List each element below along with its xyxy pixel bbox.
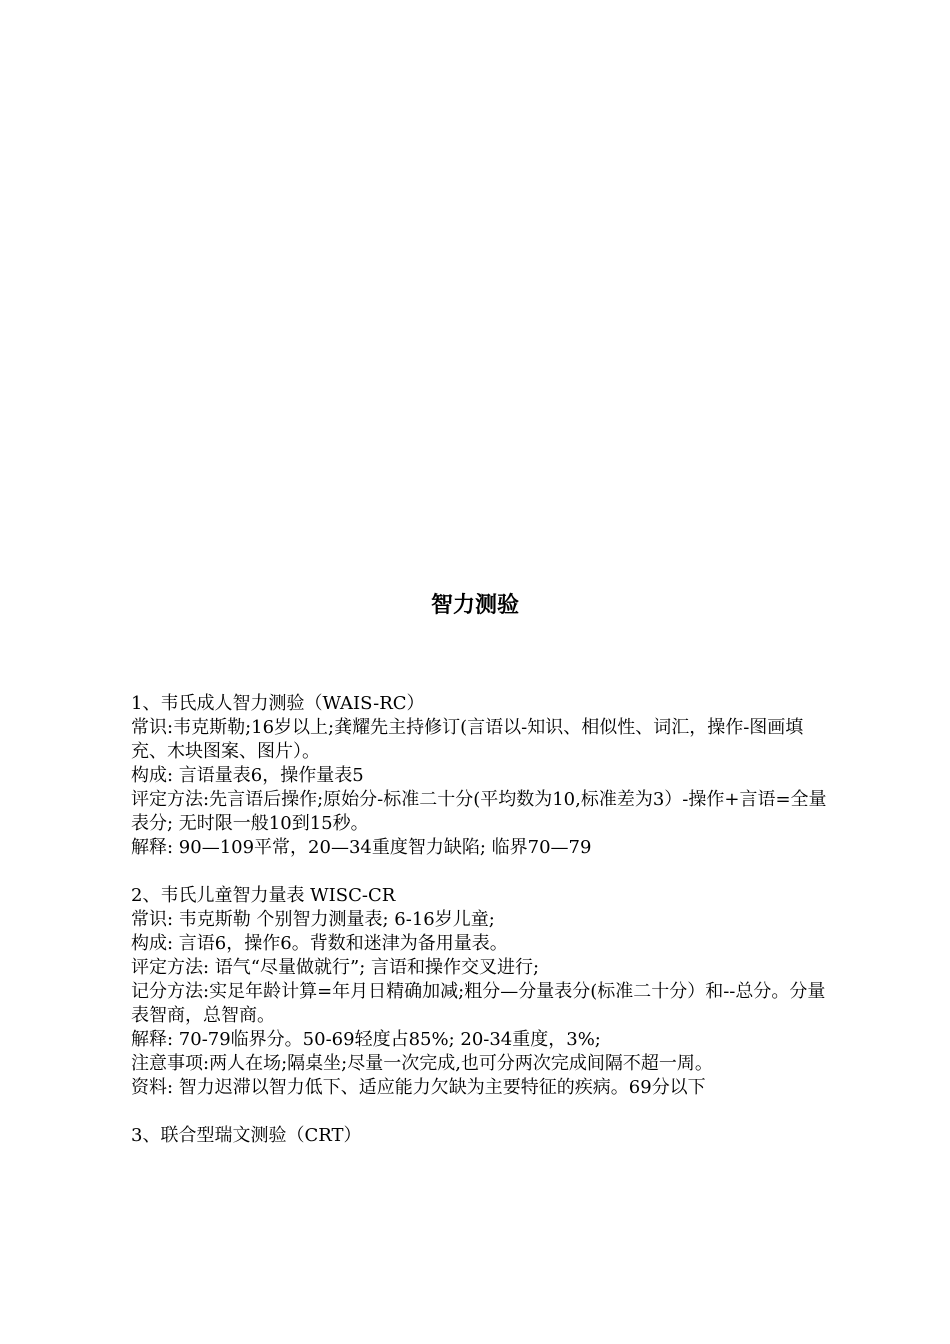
paragraph-line: 常识:韦克斯勒;16岁以上;龚耀先主持修订(言语以-知识、相似性、词汇，操作-图画填充、木块图案、图片）。 <box>131 717 804 762</box>
paragraph-line: 解释: 70-79临界分。50-69轻度占85%; 20-34重度，3%; <box>131 1029 601 1050</box>
paragraph-line: 构成: 言语量表6，操作量表5 <box>131 765 364 786</box>
section-heading: 3、联合型瑞文测验（CRT） <box>131 1125 362 1146</box>
section-crt <box>131 1124 831 1148</box>
paragraph-line: 构成: 言语6，操作6。背数和迷津为备用量表。 <box>131 933 508 954</box>
paragraph-line: 注意事项:两人在场;隔桌坐;尽量一次完成,也可分两次完成间隔不超一周。 <box>131 1053 713 1074</box>
paragraph-line: 资料: 智力迟滞以智力低下、适应能力欠缺为主要特征的疾病。69分以下 <box>131 1077 706 1098</box>
section-heading: 1、韦氏成人智力测验（WAIS-RC） <box>131 693 425 714</box>
paragraph-line: 解释: 90—109平常，20—34重度智力缺陷; 临界70—79 <box>131 837 592 858</box>
page-title: 智力测验 <box>430 593 519 618</box>
section-heading: 2、韦氏儿童智力量表 WISC-CR <box>131 885 396 906</box>
section-wisc-cr <box>131 884 831 1100</box>
paragraph-line: 常识: 韦克斯勒 个别智力测量表; 6-16岁儿童; <box>131 909 495 930</box>
document-body <box>131 692 831 1172</box>
paragraph-line: 评定方法: 语气“尽量做就行”; 言语和操作交叉进行; <box>131 957 540 978</box>
paragraph-line: 评定方法:先言语后操作;原始分-标准二十分(平均数为10,标准差为3）-操作+言语=全量表分; 无时限一般10到15秒。 <box>131 789 827 834</box>
section-wais-rc <box>131 692 831 860</box>
paragraph-line: 记分方法:实足年龄计算=年月日精确加减;粗分—分量表分(标准二十分）和--总分。分量表智商，总智商。 <box>131 981 826 1026</box>
